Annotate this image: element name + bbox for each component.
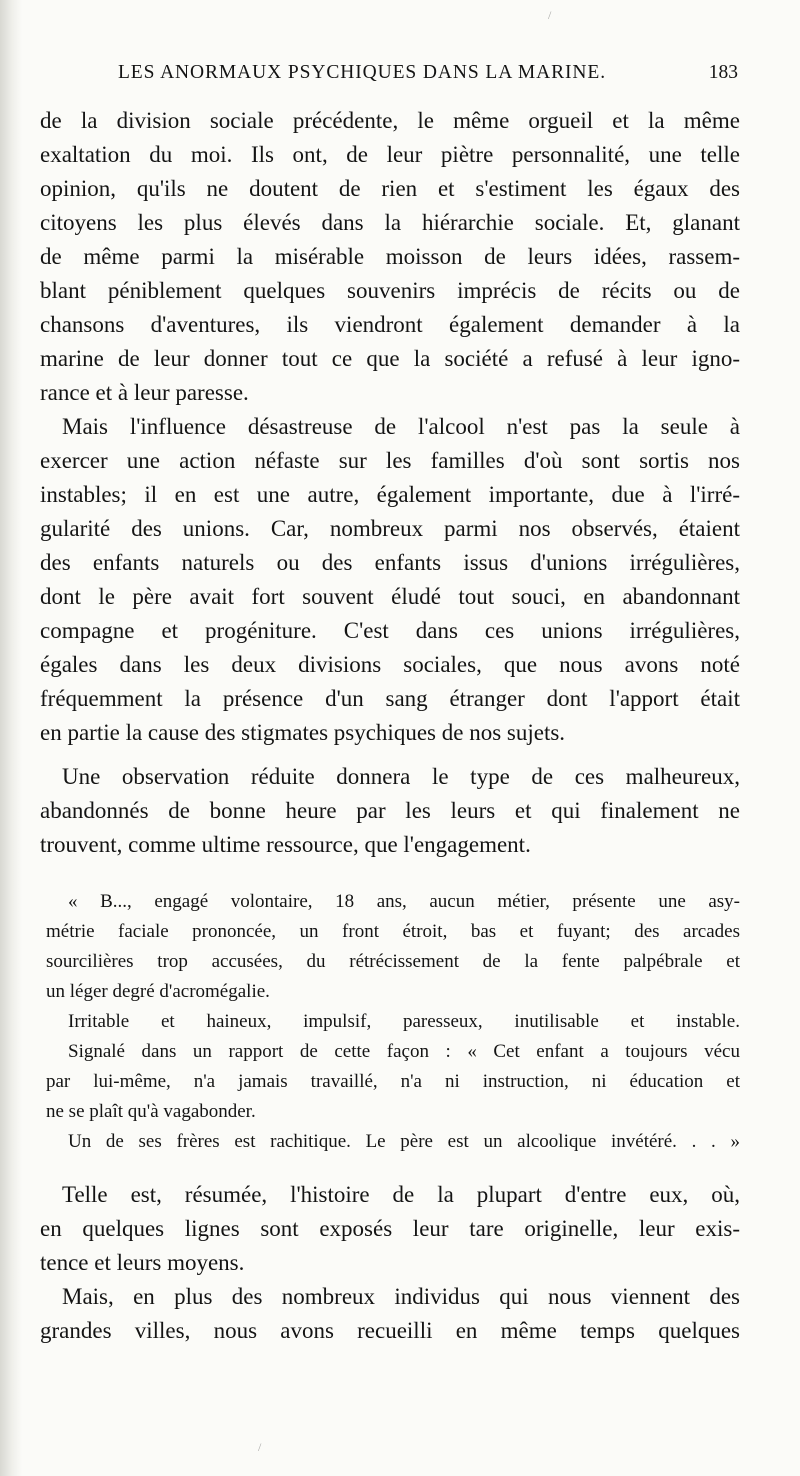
observation-line: sourcilières trop accusées, du rétrécissement de la fente palpébrale et	[46, 951, 740, 972]
observation-line: ne se plaît qu'à vagabonder.	[46, 1101, 256, 1122]
scan-speck: /	[258, 1440, 262, 1454]
page-header	[118, 62, 738, 92]
scan-speck: /	[548, 8, 552, 22]
text-line: dont le père avait fort souvent éludé tout souci, en abandonnant	[40, 584, 740, 609]
page-number: 183	[708, 62, 738, 83]
observation-line: Un de ses frères est rachitique. Le père est un alcoolique invétéré. . . »	[68, 1131, 740, 1152]
text-line: Une observation réduite donnera le type de ces malheureux,	[62, 764, 740, 789]
text-line: égales dans les deux divisions sociales, que nous avons noté	[40, 652, 740, 677]
text-line: gularité des unions. Car, nombreux parmi nos observés, étaient	[40, 516, 740, 541]
text-line: trouvent, comme ultime ressource, que l'engagement.	[40, 832, 531, 857]
text-line: rance et à leur paresse.	[40, 380, 249, 405]
page-edge-shadow	[0, 0, 22, 1476]
text-line: exaltation du moi. Ils ont, de leur piètre personnalité, une telle	[40, 142, 740, 167]
observation-line: métrie faciale prononcée, un front étroit, bas et fuyant; des arcades	[46, 921, 740, 942]
text-line: en partie la cause des stigmates psychiques de nos sujets.	[40, 720, 566, 745]
text-line: de la division sociale précédente, le même orgueil et la même	[40, 108, 740, 133]
text-line: exercer une action néfaste sur les familles d'où sont sortis nos	[40, 448, 740, 473]
text-line: de même parmi la misérable moisson de leurs idées, rassem-	[40, 244, 740, 269]
running-title: LES ANORMAUX PSYCHIQUES DANS LA MARINE.	[118, 62, 606, 83]
text-line: Telle est, résumée, l'histoire de la plupart d'entre eux, où,	[62, 1182, 740, 1207]
text-line: en quelques lignes sont exposés leur tare originelle, leur exis-	[40, 1216, 740, 1241]
text-line: blant péniblement quelques souvenirs imprécis de récits ou de	[40, 278, 740, 303]
observation-line: un léger degré d'acromégalie.	[46, 981, 270, 1002]
text-line: fréquemment la présence d'un sang étranger dont l'apport était	[40, 686, 740, 711]
text-line: Mais, en plus des nombreux individus qui nous viennent des	[62, 1284, 740, 1309]
text-line: des enfants naturels ou des enfants issus d'unions irrégulières,	[40, 550, 740, 575]
text-line: chansons d'aventures, ils viendront également demander à la	[40, 312, 740, 337]
text-line: abandonnés de bonne heure par les leurs et qui finalement ne	[40, 798, 740, 823]
text-line: Mais l'influence désastreuse de l'alcool n'est pas la seule à	[62, 414, 740, 439]
observation-line: Signalé dans un rapport de cette façon : « Cet enfant a toujours vécu	[68, 1041, 740, 1062]
observation-line: par lui-même, n'a jamais travaillé, n'a ni instruction, ni éducation et	[46, 1071, 740, 1092]
text-line: opinion, qu'ils ne doutent de rien et s'estiment les égaux des	[40, 176, 740, 201]
observation-line: « B..., engagé volontaire, 18 ans, aucun métier, présente une asy-	[68, 891, 740, 912]
text-line: grandes villes, nous avons recueilli en même temps quelques	[40, 1318, 740, 1343]
text-line: instables; il en est une autre, également importante, due à l'irré-	[40, 482, 740, 507]
text-line: marine de leur donner tout ce que la société a refusé à leur igno-	[40, 346, 740, 371]
text-line: tence et leurs moyens.	[40, 1250, 245, 1275]
text-line: citoyens les plus élevés dans la hiérarchie sociale. Et, glanant	[40, 210, 740, 235]
observation-line: Irritable et haineux, impulsif, paresseux, inutilisable et instable.	[68, 1011, 740, 1032]
text-line: compagne et progéniture. C'est dans ces unions irrégulières,	[40, 618, 740, 643]
